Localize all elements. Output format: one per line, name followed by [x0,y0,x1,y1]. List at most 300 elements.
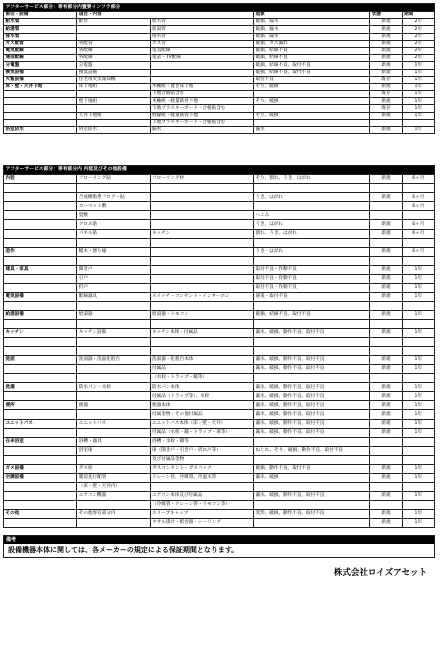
item-cell: 住宅用火災報知機 [77,76,150,83]
detail-cell: 扉（開き戸・引き戸・折れ戸等） [150,446,253,455]
part-cell: 建具・家具 [4,265,77,274]
section2-table [3,165,435,528]
phenomenon-cell: 漏水、破損、動作不良、取付不良 [253,392,369,401]
detail-cell [150,238,253,247]
period-cell: 1年 [402,310,434,319]
period-cell: 1年 [402,83,434,90]
phenomenon-cell: 漏水、破損、動作不良、取付不良 [253,491,369,500]
detail-cell: 付属金物・その他付属品 [150,410,253,419]
note-title: 備考 [4,536,434,544]
detail-cell: 木軸組・軽量鉄骨下地 [150,98,253,105]
status-cell: 新規 [370,310,402,319]
section1-row [4,76,435,83]
status-cell: 新規 [370,473,402,482]
detail-cell [150,482,253,491]
status-cell [370,319,402,328]
status-cell: 既存 [370,105,402,112]
period-cell: 1年 [402,365,434,374]
period-cell: 6ヶ月 [402,229,434,238]
section1-row [4,26,435,33]
period-cell: 1年 [402,69,434,76]
phenomenon-cell: 漏水、破損、動作不良、取付不良 [253,428,369,437]
part-cell: 給湯設備 [4,310,77,319]
status-cell: 新規 [370,464,402,473]
section1-row [4,105,435,112]
status-cell: 新規 [370,410,402,419]
period-cell: 1年 [402,473,434,482]
section2-row [4,500,435,509]
phenomenon-cell: 破損、結線不良 [253,47,369,54]
status-cell: 新規 [370,419,402,428]
section2-row [4,491,435,500]
phenomenon-cell: そり、割れ、うき、はがれ [253,175,369,184]
part-cell: ユニットバス [4,419,77,428]
item-cell: 配線器具 [77,292,150,301]
part-cell: 換気設備 [4,69,77,76]
status-cell: 新規 [370,292,402,301]
item-cell: 浴室扉 [77,446,150,455]
section2-row [4,238,435,247]
period-cell: 2年 [402,26,434,33]
part-cell [4,283,77,292]
item-cell: 各配管 [77,40,150,47]
section1-row [4,119,435,126]
note-box [3,535,435,558]
detail-cell: 木軸組・置き床下地 [150,83,253,90]
detail-cell [150,247,253,256]
section2-row [4,401,435,410]
phenomenon-cell: 取付不良・作動不良 [253,265,369,274]
item-cell: ユニットバス [77,419,150,428]
phenomenon-cell [253,319,369,328]
period-cell [402,211,434,220]
period-cell: 1年 [402,76,434,83]
item-cell: 浴室防水 [77,127,150,134]
period-cell: 1年 [402,105,434,112]
phenomenon-cell [253,455,369,464]
detail-cell [150,202,253,211]
item-cell [77,428,150,437]
item-cell: 天井下地組 [77,112,150,119]
status-cell: 新規 [370,33,402,40]
section2-row [4,383,435,392]
section2-row [4,446,435,455]
period-cell: 1年 [402,410,434,419]
phenomenon-cell: 破損、結線不良、取付不良 [253,69,369,76]
section1-row [4,98,435,105]
detail-cell [150,274,253,283]
period-cell: 6ヶ月 [402,193,434,202]
item-cell: 暖房先行配管 [77,473,150,482]
detail-cell: 下地プラスターボード・合板貼含む [150,105,253,112]
phenomenon-cell: うき、はがれ [253,193,369,202]
part-cell: 浴室防水 [4,127,77,134]
part-cell: 造作 [4,247,77,256]
phenomenon-cell: 通電・取付不良 [253,292,369,301]
part-cell [4,119,77,126]
item-cell [77,374,150,383]
period-cell: 6ヶ月 [402,175,434,184]
section2-row [4,338,435,347]
section2-row [4,229,435,238]
part-cell [4,238,77,247]
phenomenon-cell: うき、はがれ [253,220,369,229]
phenomenon-cell: 漏水、破損、動作不良、取付不良 [253,410,369,419]
detail-cell [150,256,253,265]
detail-cell [150,319,253,328]
detail-cell: （水栓・トラップ・鏡等） [150,374,253,383]
detail-cell: 給湯管 [150,26,253,33]
period-cell: 2年 [402,33,434,40]
part-cell: 洗濯 [4,383,77,392]
status-cell: 新規 [370,55,402,62]
item-cell [77,105,150,112]
phenomenon-cell: 漏水、破損、動作不良、取付不良 [253,419,369,428]
phenomenon-cell: 漏水 [253,127,369,134]
detail-cell [150,76,253,83]
phenomenon-cell [253,184,369,193]
phenomenon-cell: そり、破損 [253,98,369,105]
phenomenon-cell [253,437,369,446]
section2-row [4,175,435,184]
section2-row [4,247,435,256]
detail-cell: 給水管 [150,19,253,26]
section2-row [4,473,435,482]
period-cell: 1年 [402,392,434,401]
detail-cell: ドレーン管、冷媒管、冷温水管 [150,473,253,482]
section2-row [4,365,435,374]
detail-cell [150,69,253,76]
item-cell: 分電盤 [77,62,150,69]
period-cell [402,338,434,347]
phenomenon-cell: そり、破損 [253,112,369,119]
detail-cell: 給湯器・リモコン [150,310,253,319]
item-cell: 各配線 [77,47,150,54]
company-name: 株式会社ロイズアセット [333,568,427,579]
status-cell: 新規 [370,519,402,528]
phenomenon-cell: そり、破損 [253,83,369,90]
item-cell [77,519,150,528]
phenomenon-cell: 漏水、破損、動作不良、取付不良 [253,329,369,338]
status-cell: 新規 [370,274,402,283]
part-cell [4,455,77,464]
part-cell [4,256,77,265]
period-cell: 1年 [402,292,434,301]
status-cell [370,211,402,220]
section2-row [4,356,435,365]
item-cell: カーペット敷 [77,202,150,211]
item-cell: 配管 [77,19,150,26]
status-cell [370,482,402,491]
section2-row [4,193,435,202]
status-cell: 新規 [370,83,402,90]
part-cell [4,229,77,238]
status-cell: 新規 [370,265,402,274]
detail-cell: ガス管 [150,40,253,47]
part-cell [4,202,77,211]
part-cell: 洗面 [4,356,77,365]
detail-cell: 野縁組・軽量鉄骨下地 [150,112,253,119]
status-cell [370,347,402,356]
status-cell: 新規 [370,62,402,69]
section1-row [4,69,435,76]
detail-cell: 漏水 [150,127,253,134]
section2-row [4,410,435,419]
status-cell [370,374,402,383]
phenomenon-cell [253,301,369,310]
header-item: 項目・内容 [77,12,254,19]
period-cell: 6ヶ月 [402,220,434,229]
status-cell [370,455,402,464]
phenomenon-cell: 破損、漏水 [253,33,369,40]
period-cell: 1年 [402,329,434,338]
period-cell: 1年 [402,265,434,274]
section2-row [4,292,435,301]
detail-cell: 洗面器・化粧台本体 [150,356,253,365]
part-cell: ガス配管 [4,40,77,47]
section2-row [4,437,435,446]
period-cell [402,437,434,446]
section2-row [4,184,435,193]
detail-cell: 付属品（トラップ等）、水栓 [150,392,253,401]
item-cell: 床下地組 [77,83,150,90]
period-cell: 1年 [402,509,434,518]
section2-row [4,211,435,220]
detail-cell: 下地プラスターボード・合板貼含む [150,119,253,126]
period-cell: 6ヶ月 [402,247,434,256]
status-cell: 新規 [370,392,402,401]
period-cell: 1年 [402,274,434,283]
period-cell: 2年 [402,47,434,54]
status-cell: 新規 [370,491,402,500]
section2-row [4,509,435,518]
item-cell [77,26,150,33]
status-cell [370,202,402,211]
item-cell: 折戸 [77,283,150,292]
phenomenon-cell: 割れ、うき、はがれ [253,229,369,238]
section2-row [4,347,435,356]
header-period: 期間 [402,12,434,19]
header-part: 部位・設備 [4,12,77,19]
item-cell: 換気設備 [77,69,150,76]
item-cell: 各配線 [77,55,150,62]
detail-cell [150,62,253,69]
period-cell: 1年 [402,428,434,437]
section2-row [4,519,435,528]
status-cell: 新規 [370,365,402,374]
status-cell [370,301,402,310]
period-cell [402,482,434,491]
part-cell [4,428,77,437]
part-cell [4,410,77,419]
part-cell [4,392,77,401]
phenomenon-cell: 破損、ガス漏れ [253,40,369,47]
section2-row [4,202,435,211]
part-cell [4,482,77,491]
detail-cell [150,193,253,202]
part-cell [4,374,77,383]
section1-row [4,62,435,69]
phenomenon-cell: うき・はがれ [253,247,369,256]
phenomenon-cell: 破損、動作不良、取付不良 [253,464,369,473]
header-status: 状態 [370,12,402,19]
item-cell [77,347,150,356]
item-cell: 開き戸 [77,265,150,274]
item-cell [77,500,150,509]
section2-row [4,319,435,328]
part-cell [4,301,77,310]
detail-cell: スリーブキャップ [150,509,253,518]
detail-cell: キッチン本体・付属品 [150,329,253,338]
item-cell: ガス栓 [77,464,150,473]
period-cell [402,256,434,265]
part-cell: 分電盤 [4,62,77,69]
period-cell: 6ヶ月 [402,202,434,211]
phenomenon-cell [253,119,369,126]
part-cell: 通信配線 [4,55,77,62]
status-cell: 新規 [370,383,402,392]
section1-row [4,19,435,26]
part-cell: 床・壁・天井下地 [4,83,77,90]
status-cell: 新規 [370,175,402,184]
detail-cell: キッチン [150,229,253,238]
part-cell [4,319,77,328]
part-cell: 電気配線 [4,47,77,54]
status-cell [370,446,402,455]
phenomenon-cell: 破損、結線不良 [253,55,369,62]
phenomenon-cell: 破損、結線不良、取付不良 [253,62,369,69]
item-cell: 引戸 [77,274,150,283]
detail-cell [150,347,253,356]
status-cell: 新規 [370,283,402,292]
phenomenon-cell: 漏水、破損、動作不良、取付不良 [253,383,369,392]
section1-row [4,40,435,47]
part-cell: 空調設備 [4,473,77,482]
section2-row [4,419,435,428]
detail-cell [150,220,253,229]
detail-cell [150,301,253,310]
part-cell: 在来浴室 [4,437,77,446]
phenomenon-cell: ねじれ、そり、破損、動作不良、取付不良 [253,446,369,455]
section1-row [4,91,435,98]
section1-row [4,33,435,40]
detail-cell [150,211,253,220]
section2-title: アフターサービス部分：専有部分内 内装及びその他設備 [4,166,435,175]
item-cell [77,338,150,347]
item-cell: （床・壁・天井内） [77,482,150,491]
detail-cell [150,265,253,274]
section2-row [4,274,435,283]
item-cell: 給湯器 [77,310,150,319]
section1-table [3,3,435,134]
status-cell: 新規 [370,428,402,437]
item-cell [77,91,150,98]
phenomenon-cell: 漏水、破損 [253,473,369,482]
item-cell [77,33,150,40]
status-cell: 新規 [370,112,402,119]
phenomenon-cell [253,338,369,347]
period-cell: 1年 [402,283,434,292]
warranty-document [3,3,435,578]
phenomenon-cell [253,256,369,265]
part-cell [4,220,77,229]
part-cell [4,365,77,374]
detail-cell: タオル掛け・紙巻器・シーリング [150,519,253,528]
part-cell [4,446,77,455]
status-cell: 新規 [370,26,402,33]
phenomenon-cell [253,519,369,528]
period-cell: 1年 [402,464,434,473]
part-cell [4,274,77,283]
detail-cell: 及び付属品金物 [150,455,253,464]
item-cell [77,238,150,247]
item-cell: パネル貼 [77,229,150,238]
section2-row [4,283,435,292]
period-cell: 1年 [402,419,434,428]
period-cell: 1年 [402,91,434,98]
status-cell: 新規 [370,69,402,76]
phenomenon-cell [253,105,369,112]
status-cell: 新規 [370,19,402,26]
item-cell [77,365,150,374]
detail-cell: スイッチ・コンセント・インターホン [150,292,253,301]
part-cell [4,98,77,105]
detail-cell: エアコン本体及び付属品 [150,491,253,500]
section2-row [4,464,435,473]
period-cell: 1年 [402,62,434,69]
part-cell: ガス設備 [4,464,77,473]
item-cell: 浴槽・器具 [77,437,150,446]
detail-cell: 付属品（水栓・鏡・トラップ・扉等） [150,428,253,437]
status-cell: 新規 [370,47,402,54]
phenomenon-cell: 漏水、破損、動作不良、取付不良 [253,401,369,410]
section2-row [4,301,435,310]
section2-row [4,329,435,338]
section1-row [4,83,435,90]
detail-cell [150,283,253,292]
status-cell [370,256,402,265]
period-cell [402,319,434,328]
period-cell [402,446,434,455]
note-text: 設備機器本体に関しては、各メーカーの規定による保証期間となります。 [8,546,239,555]
status-cell: 新規 [370,40,402,47]
status-cell: 既存 [370,91,402,98]
detail-cell [150,184,253,193]
phenomenon-cell [253,482,369,491]
part-cell [4,211,77,220]
detail-cell: フローリング材 [150,175,253,184]
section1-row [4,127,435,134]
item-cell: フローリング貼 [77,175,150,184]
status-cell [370,238,402,247]
part-cell: キッチン [4,329,77,338]
part-cell: 火報設備 [4,76,77,83]
item-cell: クロス貼 [77,220,150,229]
part-cell [4,91,77,98]
period-cell [402,500,434,509]
phenomenon-cell [253,500,369,509]
period-cell: 2年 [402,40,434,47]
item-cell [77,119,150,126]
part-cell [4,112,77,119]
status-cell: 新規 [370,509,402,518]
detail-cell: 防水パン本体 [150,383,253,392]
part-cell: 給水管 [4,19,77,26]
period-cell: 1年 [402,491,434,500]
part-cell: 内装 [4,175,77,184]
detail-cell: 電気配線 [150,47,253,54]
status-cell: 新規 [370,193,402,202]
